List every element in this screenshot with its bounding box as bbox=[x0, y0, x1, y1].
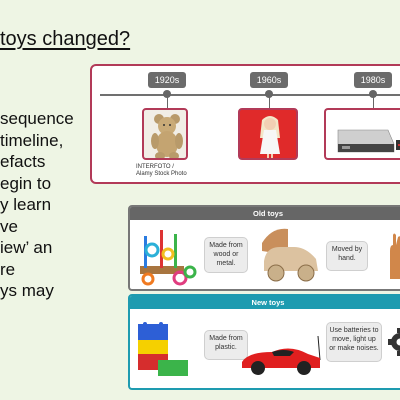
body-line: re bbox=[0, 259, 16, 279]
wooden-car-image bbox=[254, 221, 326, 289]
page-title: toys changed? bbox=[0, 28, 131, 50]
doll-image bbox=[238, 108, 298, 160]
toy-timeline bbox=[90, 64, 400, 184]
new-toys-fact-material: Made from plastic. bbox=[204, 330, 248, 360]
body-line: efacts bbox=[0, 152, 46, 171]
new-toys-panel bbox=[128, 294, 400, 390]
body-line: sequence bbox=[0, 109, 74, 128]
timeline-axis bbox=[100, 94, 400, 96]
timeline-label-1980s: 1980s bbox=[354, 72, 392, 88]
body-line: iew’ an bbox=[0, 238, 53, 257]
teddy-bear-image bbox=[142, 108, 188, 160]
body-line: y learn bbox=[0, 195, 52, 214]
timeline-label-1960s: 1960s bbox=[250, 72, 288, 88]
building-blocks-image bbox=[136, 322, 192, 380]
games-console-image bbox=[324, 108, 400, 160]
remote-control-car-image bbox=[238, 330, 324, 380]
new-toys-fact-batteries: Use batteries to move, light up or make noises. bbox=[326, 322, 382, 362]
hand-icon bbox=[384, 231, 400, 281]
body-line: ve bbox=[0, 216, 18, 236]
ring-toss-image bbox=[134, 224, 200, 286]
gear-icon bbox=[388, 324, 400, 360]
body-line: ys may bbox=[0, 281, 54, 300]
body-line: timeline, bbox=[0, 130, 64, 150]
old-toys-panel bbox=[128, 205, 400, 291]
old-toys-fact-movement: Moved by hand. bbox=[326, 241, 368, 271]
old-toys-title: Old toys bbox=[130, 207, 400, 220]
old-toys-fact-material: Made from wood or metal. bbox=[204, 237, 248, 273]
body-text bbox=[0, 108, 74, 302]
body-line: egin to bbox=[0, 173, 52, 193]
photo-credit: INTERFOTO / Alamy Stock Photo bbox=[136, 164, 187, 177]
timeline-label-1920s: 1920s bbox=[148, 72, 186, 88]
new-toys-title: New toys bbox=[130, 296, 400, 309]
